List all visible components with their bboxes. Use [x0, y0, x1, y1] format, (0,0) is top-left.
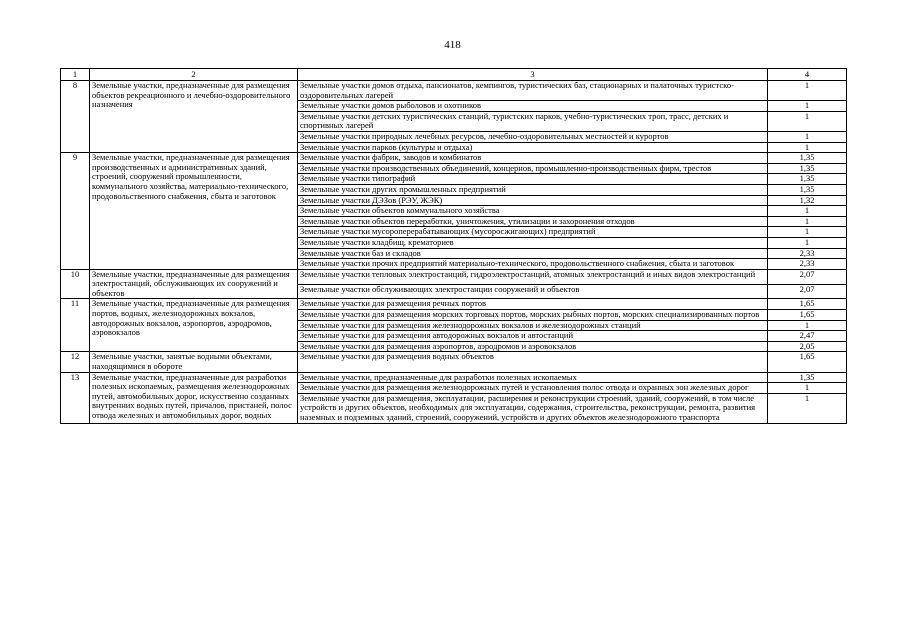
header-col-4: 4 — [768, 69, 847, 81]
page-number: 418 — [444, 39, 461, 51]
row-coefficient: 1,65 — [768, 352, 847, 372]
row-description: Земельные участки кладбищ, крематориев — [298, 237, 768, 248]
table-row — [61, 269, 847, 284]
row-coefficient: 1 — [768, 216, 847, 227]
row-description: Земельные участки для размещения морских торговых портов, морских рыбных портов, морских специализированных портов — [298, 310, 768, 321]
group-number: 13 — [61, 372, 90, 423]
group-number: 10 — [61, 269, 90, 299]
row-description: Земельные участки обслуживающих электростанции сооружений и объектов — [298, 284, 768, 299]
row-coefficient: 1 — [768, 237, 847, 248]
row-description: Земельные участки детских туристических станций, туристских парков, учебно-туристических троп, трасс, детских и спортивных лагерей — [298, 111, 768, 131]
group-number: 9 — [61, 153, 90, 270]
row-coefficient: 1 — [768, 320, 847, 331]
row-coefficient: 1 — [768, 227, 847, 238]
row-coefficient: 1,35 — [768, 153, 847, 164]
header-col-1: 1 — [61, 69, 90, 81]
group-number: 12 — [61, 352, 90, 372]
row-coefficient: 1,65 — [768, 299, 847, 310]
row-coefficient: 1,35 — [768, 184, 847, 195]
row-description: Земельные участки баз и складов — [298, 248, 768, 259]
row-coefficient: 1 — [768, 81, 847, 101]
group-category: Земельные участки, предназначенные для размещения портов, водных, железнодорожных вокзалов, автодорожных вокзалов, аэропортов, аэродромов, аэровокзалов — [90, 299, 298, 352]
group-number: 8 — [61, 81, 90, 153]
row-description: Земельные участки тепловых электростанций, гидроэлектростанций, атомных электростанций и иных видов электростанций — [298, 269, 768, 284]
row-description: Земельные участки для размещения водных объектов — [298, 352, 768, 372]
group-category: Земельные участки, предназначенные для размещения объектов рекреационного и лечебно-оздоровительного назначения — [90, 81, 298, 153]
row-coefficient: 1 — [768, 111, 847, 131]
table-row — [61, 81, 847, 101]
land-coefficients-table — [60, 68, 847, 424]
row-description: Земельные участки для размещения железнодорожных путей и установления полос отвода и охранных зон железных дорог — [298, 383, 768, 394]
row-description: Земельные участки фабрик, заводов и комбинатов — [298, 153, 768, 164]
group-number: 11 — [61, 299, 90, 352]
row-description: Земельные участки объектов коммунального хозяйства — [298, 206, 768, 217]
table-header-row — [61, 69, 847, 81]
row-description: Земельные участки парков (культуры и отдыха) — [298, 142, 768, 153]
row-coefficient: 2,33 — [768, 259, 847, 270]
row-description: Земельные участки производственных объединений, концернов, промышленно-производственных фирм, трестов — [298, 163, 768, 174]
row-coefficient: 1 — [768, 206, 847, 217]
row-coefficient: 1 — [768, 101, 847, 112]
table-row — [61, 372, 847, 383]
row-description: Земельные участки объектов переработки, уничтожения, утилизации и захоронения отходов — [298, 216, 768, 227]
row-coefficient: 1 — [768, 393, 847, 423]
row-coefficient: 1,35 — [768, 174, 847, 185]
row-coefficient: 2,33 — [768, 248, 847, 259]
row-description: Земельные участки для размещения аэропортов, аэродромов и аэровокзалов — [298, 341, 768, 352]
row-description: Земельные участки мусороперерабатывающих (мусоросжигающих) предприятий — [298, 227, 768, 238]
row-description: Земельные участки природных лечебных ресурсов, лечебно-оздоровительных местностей и курортов — [298, 131, 768, 142]
row-description: Земельные участки для размещения автодорожных вокзалов и автостанций — [298, 331, 768, 342]
row-coefficient: 1 — [768, 142, 847, 153]
table-row — [61, 153, 847, 164]
row-description: Земельные участки ДЭЗов (РЭУ, ЖЭК) — [298, 195, 768, 206]
row-description: Земельные участки для размещения речных портов — [298, 299, 768, 310]
table-row — [61, 352, 847, 372]
row-description: Земельные участки типографий — [298, 174, 768, 185]
row-description: Земельные участки прочих предприятий материально-технического, продовольственного снабжения, сбыта и заготовок — [298, 259, 768, 270]
row-coefficient: 2,47 — [768, 331, 847, 342]
header-col-3: 3 — [298, 69, 768, 81]
row-description: Земельные участки, предназначенные для разработки полезных ископаемых — [298, 372, 768, 383]
group-category: Земельные участки, предназначенные для разработки полезных ископаемых, размещения железнодорожных путей, автомобильных дорог, искусственно созданных внутренних водных путей, причалов, пристаней, полос отвода железных и автомобильных дорог, водных — [90, 372, 298, 423]
row-coefficient: 2,05 — [768, 341, 847, 352]
group-category: Земельные участки, предназначенные для размещения производственных и административных зданий, строений, сооружений промышленности, коммунального хозяйства, материально-технического, продовольственного снабжения, сбыта и заготовок — [90, 153, 298, 270]
row-coefficient: 1,35 — [768, 163, 847, 174]
group-category: Земельные участки, предназначенные для размещения электростанций, обслуживающих их сооружений и объектов — [90, 269, 298, 299]
header-col-2: 2 — [90, 69, 298, 81]
row-coefficient: 1 — [768, 131, 847, 142]
row-coefficient: 1,32 — [768, 195, 847, 206]
row-description: Земельные участки домов рыболовов и охотников — [298, 101, 768, 112]
group-category: Земельные участки, занятые водными объектами, находящимися в обороте — [90, 352, 298, 372]
row-coefficient: 2,07 — [768, 284, 847, 299]
row-description: Земельные участки для размещения железнодорожных вокзалов и железнодорожных станций — [298, 320, 768, 331]
row-description: Земельные участки других промышленных предприятий — [298, 184, 768, 195]
row-coefficient: 1,35 — [768, 372, 847, 383]
row-description: Земельные участки домов отдыха, пансионатов, кемпингов, туристических баз, стационарных и палаточных туристско-оздоровительных лагерей — [298, 81, 768, 101]
row-description: Земельные участки для размещения, эксплуатации, расширения и реконструкции строений, зданий, сооружений, в том числе устройств и других объектов, необходимых для эксплуатации, содержания, строительства, реконструкции, ремонта, развития наземных и подземных зданий, строений, сооружений, устройств и других объектов железнодорожного транспорта — [298, 393, 768, 423]
row-coefficient: 1,65 — [768, 310, 847, 321]
table-body — [61, 69, 847, 424]
row-coefficient: 1 — [768, 383, 847, 394]
table-row — [61, 299, 847, 310]
row-coefficient: 2,07 — [768, 269, 847, 284]
